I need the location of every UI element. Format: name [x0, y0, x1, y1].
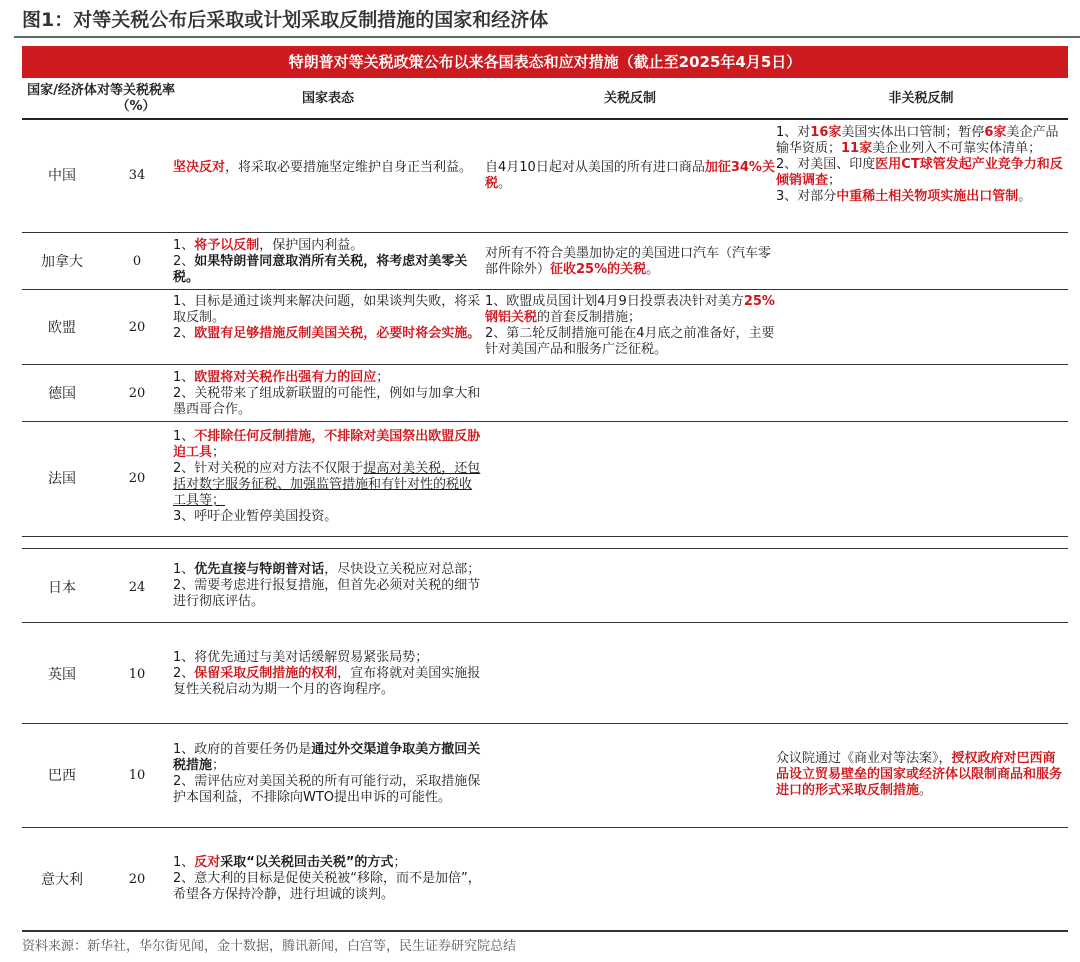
- nt-cn-10: 3、对部分: [776, 189, 837, 204]
- nt-br-0: 众议院通过《商业对等法案》，: [776, 751, 952, 766]
- table-banner: 特朗普对等关税政策公布以来各国表态和应对措施（截止至2025年4月5日）: [22, 46, 1068, 78]
- row-divider: [22, 622, 1068, 623]
- st-jp-1: 优先直接与特朗普对话: [194, 562, 325, 577]
- tr-ca-2: 。: [646, 262, 660, 277]
- st-fr-2: ；: [212, 445, 226, 460]
- stance-china: [173, 160, 483, 176]
- header-rate: 对等关税税率（%）: [96, 83, 175, 114]
- st-de-1: 欧盟将对关税作出强有力的回应: [194, 370, 377, 385]
- st-fr-3: 2、针对关税的应对方法不仅限于: [173, 461, 364, 476]
- country-uk: 英国: [48, 667, 76, 683]
- row-divider: [22, 548, 1068, 549]
- country-germany: 德国: [48, 386, 76, 402]
- nt-cn-8: 医用CT球管发起产业竞争力和反倾销调查: [776, 157, 1063, 188]
- tariff-china-text: 自4月10日起对从美国的所有进口商品: [485, 160, 705, 175]
- nt-br-2: 。: [919, 783, 933, 798]
- stance-italy: [173, 855, 483, 903]
- tr-eu-0: 1、欧盟成员国计划4月9日投票表决针对美方: [485, 294, 744, 309]
- rate-uk: 10: [128, 667, 146, 682]
- st-eu-0: 1、目标是通过谈判来解决问题，如果谈判失败，将采取反制。: [173, 294, 481, 325]
- header-country: 国家/经济体: [27, 83, 97, 98]
- row-divider: [22, 364, 1068, 365]
- country-eu: 欧盟: [48, 320, 76, 336]
- st-fr-4: 提高对美关税，还包括对数字服务征税、加强监管措施和有针对性的税收工具等；: [173, 461, 481, 508]
- header-stance: 国家表态: [301, 91, 354, 106]
- header-divider: [22, 118, 1068, 120]
- tariff-china-hl: 加征34%关税: [485, 160, 775, 191]
- country-italy: 意大利: [41, 872, 83, 888]
- nt-cn-11: 中重稀土相关物项实施出口管制: [836, 189, 1019, 204]
- title-divider: [14, 36, 1080, 38]
- stance-china-text: ，将采取必要措施坚定维护自身正当利益。: [225, 160, 473, 175]
- nt-cn-3: 6家: [984, 125, 1007, 140]
- st-it-3: ；: [393, 855, 407, 870]
- row-divider: [22, 232, 1068, 233]
- row-divider: [22, 723, 1068, 724]
- stance-germany: [173, 370, 483, 418]
- st-it-1: 反对: [194, 855, 221, 870]
- st-br-1: 通过外交渠道争取美方撤回关税措施: [173, 742, 481, 773]
- st-ca-3: 2、: [173, 254, 195, 269]
- stance-china-hl: 坚决反对: [173, 160, 226, 175]
- nt-cn-4: 美企产品输华资质；: [776, 125, 1059, 156]
- rate-china: 34: [128, 168, 146, 183]
- rate-japan: 24: [128, 580, 146, 595]
- st-it-2: 采取“以关税回击关税”的方式: [220, 855, 394, 870]
- st-it-0: 1、: [173, 855, 195, 870]
- tr-ca-0: 对所有不符合美墨加协定的美国进口汽车（汽车零部件除外）: [485, 246, 772, 277]
- header-nontariff: 非关税反制: [888, 91, 954, 106]
- nt-cn-12: 。: [1018, 189, 1032, 204]
- st-ca-0: 1、: [173, 238, 195, 253]
- rate-eu: 20: [128, 320, 146, 335]
- row-divider: [22, 536, 1068, 537]
- header-tariff: 关税反制: [603, 91, 656, 106]
- st-fr-5: 3、呼吁企业暂停美国投资。: [173, 509, 338, 524]
- st-de-2: ；: [376, 370, 390, 385]
- tariff-canada: [485, 246, 775, 278]
- rate-canada: 0: [132, 254, 142, 269]
- st-fr-1: 不排除任何反制措施，不排除对美国祭出欧盟反胁迫工具: [173, 429, 481, 460]
- country-brazil: 巴西: [48, 768, 76, 784]
- country-china: 中国: [48, 168, 76, 184]
- row-divider: [22, 827, 1068, 828]
- rate-brazil: 10: [128, 768, 146, 783]
- tariff-china-end: 。: [498, 176, 512, 191]
- nontariff-brazil: [776, 751, 1064, 799]
- row-divider: [22, 289, 1068, 290]
- st-uk-2: 保留采取反制措施的权利: [194, 666, 338, 681]
- nt-cn-0: 1、对: [776, 125, 811, 140]
- st-uk-1: 2、: [173, 666, 195, 681]
- nt-br-1: 授权政府对巴西商品设立贸易壁垒的国家或经济体以限制商品和服务进口的形式采取反制措施: [776, 751, 1063, 798]
- st-ca-4: 如果特朗普同意取消所有关税，将考虑对美零关税。: [173, 254, 468, 285]
- st-jp-3: 2、需要考虑进行报复措施，但首先必须对关税的细节进行彻底评估。: [173, 578, 481, 609]
- tariff-china: [485, 160, 775, 192]
- nt-cn-9: ；: [828, 173, 842, 188]
- stance-uk: [173, 650, 483, 698]
- country-canada: 加拿大: [41, 254, 83, 270]
- st-fr-0: 1、: [173, 429, 195, 444]
- nt-cn-7: 2、对美国、印度: [776, 157, 876, 172]
- st-br-0: 1、政府的首要任务仍是: [173, 742, 312, 757]
- rate-italy: 20: [128, 872, 146, 887]
- country-france: 法国: [48, 471, 76, 487]
- stance-japan: [173, 562, 483, 610]
- table-bottom-rule: [22, 930, 1068, 932]
- st-eu-1: 2、: [173, 326, 195, 341]
- nt-cn-6: 美企业列入不可靠实体清单；: [872, 141, 1042, 156]
- st-br-3: 2、需评估应对美国关税的所有可能行动，采取措施保护本国利益，不排除向WTO提出申诉的可能性。: [173, 774, 481, 805]
- rate-france: 20: [128, 471, 146, 486]
- stance-france: [173, 429, 483, 525]
- tr-ca-1: 征收25%的关税: [550, 262, 647, 277]
- st-it-4: 2、意大利的目标是促使关税被“移除，而不是加倍”，希望各方保持冷静，进行坦诚的谈判。: [173, 871, 481, 902]
- st-jp-2: ，尽快设立关税应对总部；: [324, 562, 481, 577]
- tr-eu-3: 2、第二轮反制措施可能在4月底之前准备好，主要针对美国产品和服务广泛征税。: [485, 326, 775, 357]
- row-divider: [22, 421, 1068, 422]
- nt-cn-1: 16家: [810, 125, 842, 140]
- st-de-0: 1、: [173, 370, 195, 385]
- st-jp-0: 1、: [173, 562, 195, 577]
- st-eu-2: 欧盟有足够措施反制美国关税，必要时将会实施。: [194, 326, 481, 341]
- tr-eu-1: 25%钢铝关税: [485, 294, 775, 325]
- tr-eu-2: 的首套反制措施；: [537, 310, 642, 325]
- tariff-eu: [485, 294, 775, 358]
- st-ca-1: 将予以反制: [194, 238, 260, 253]
- st-de-3: 2、关税带来了组成新联盟的可能性，例如与加拿大和墨西哥合作。: [173, 386, 481, 417]
- rate-germany: 20: [128, 386, 146, 401]
- st-uk-0: 1、将优先通过与美对话缓解贸易紧张局势；: [173, 650, 429, 665]
- nt-cn-5: 11家: [841, 141, 873, 156]
- nt-cn-2: 美国实体出口管制；暂停: [841, 125, 985, 140]
- nontariff-china: [776, 125, 1064, 205]
- stance-eu: [173, 294, 483, 342]
- stance-canada: [173, 238, 483, 286]
- st-br-2: ；: [212, 758, 226, 773]
- figure-title: 图1：对等关税公布后采取或计划采取反制措施的国家和经济体: [22, 9, 549, 31]
- stance-brazil: [173, 742, 483, 806]
- source-note: 资料来源：新华社，华尔街见闻，金十数据，腾讯新闻，白宫等，民生证券研究院总结: [22, 939, 517, 954]
- st-ca-2: ，保护国内利益。: [259, 238, 364, 253]
- country-japan: 日本: [48, 580, 76, 596]
- st-uk-3: ，宣布将就对美国实施报复性关税启动为期一个月的咨询程序。: [173, 666, 481, 697]
